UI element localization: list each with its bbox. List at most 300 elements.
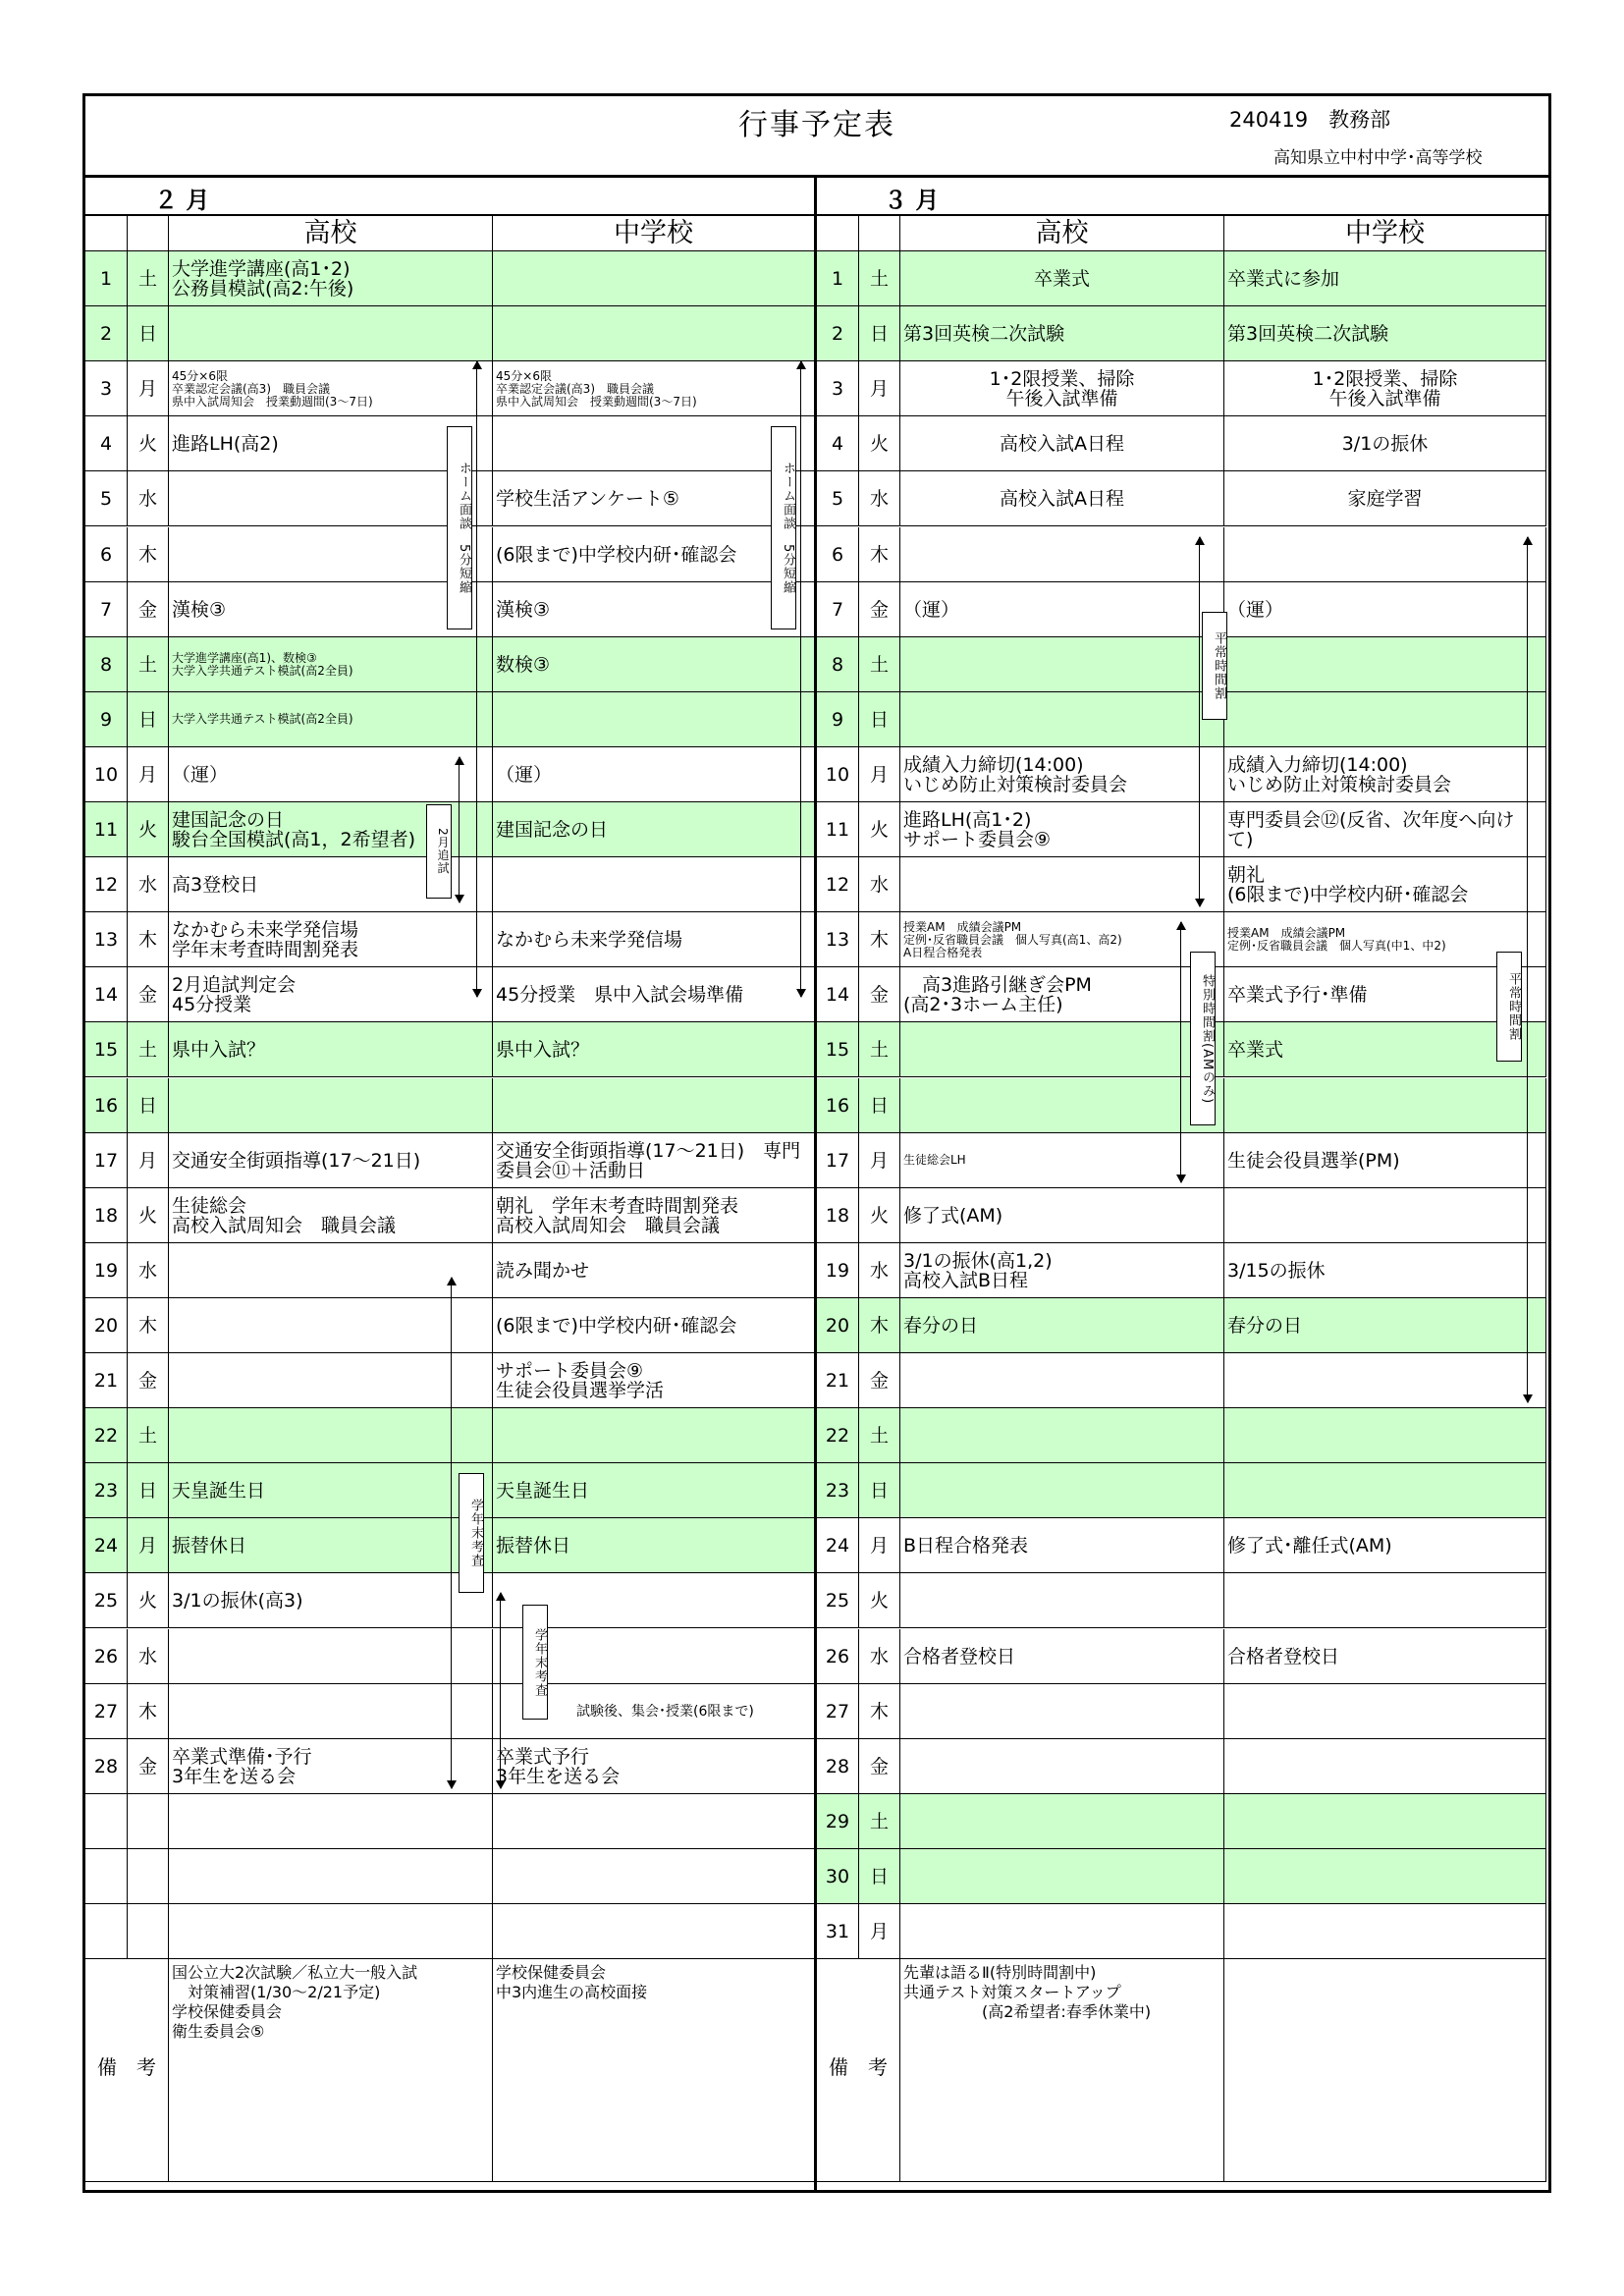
day-number-text: 26 (93, 1645, 119, 1667)
middle-school-event-text: 天皇誕生日 (496, 1480, 590, 1503)
day-of-week-text: 日 (869, 708, 889, 731)
document-id-dept: 240419 教務部 (1229, 108, 1391, 132)
day-number-text: 13 (93, 929, 119, 952)
high-school-event-text: 2月追試判定会 45分授業 (172, 974, 297, 1016)
february-remarks-label (85, 1959, 169, 2182)
high-school-event (169, 527, 493, 582)
final-exam-arrow-middle (500, 1593, 501, 1787)
middle-school-event (493, 306, 815, 361)
day-number (817, 1408, 859, 1463)
day-number-text: 15 (825, 1039, 850, 1062)
day-of-week (859, 471, 900, 526)
day-of-week (859, 967, 900, 1022)
day-number (85, 692, 128, 747)
day-of-week-text: 火 (869, 1204, 889, 1227)
day-of-week-text: 火 (137, 1590, 157, 1613)
middle-school-event (1224, 1408, 1546, 1463)
high-school-event (900, 1629, 1224, 1684)
day-number-text: 17 (93, 1149, 119, 1172)
day-number-text: 6 (831, 543, 844, 566)
day-number-text: 24 (825, 1535, 850, 1558)
day-number (85, 1794, 128, 1849)
day-number-text: 22 (93, 1425, 119, 1448)
day-number (85, 1188, 128, 1243)
middle-school-event (493, 802, 815, 857)
day-of-week (859, 306, 900, 361)
day-number-text: 21 (93, 1370, 119, 1393)
middle-school-event (1224, 692, 1546, 747)
day-of-week-text: 金 (137, 1755, 157, 1777)
day-number (85, 416, 128, 471)
high-school-event-text: 交通安全街頭指導(17～21日) (172, 1149, 421, 1172)
day-of-week (128, 1022, 169, 1077)
day-of-week-text: 金 (869, 598, 889, 621)
high-school-event-text: 建国記念の日 駿台全国模試(高1，2希望者) (172, 809, 416, 851)
high-school-event-text: 大学進学講座(高1)、数検③ 大学入学共通テスト模試(高2全員) (172, 650, 353, 678)
high-school-event (169, 1188, 493, 1243)
high-school-event (169, 1629, 493, 1684)
day-number (85, 1133, 128, 1188)
day-of-week (128, 1739, 169, 1794)
day-of-week (128, 747, 169, 802)
high-school-event (169, 637, 493, 692)
middle-school-event-text: 1･2限授業、掃除 午後入試準備 (1312, 368, 1458, 410)
day-of-week-text: 日 (869, 323, 889, 346)
middle-school-event (1224, 857, 1546, 912)
high-school-event-text: 合格者登校日 (903, 1645, 1016, 1667)
home-interview-arrow-high (476, 361, 477, 997)
day-of-week-text: 木 (137, 929, 157, 952)
day-number-text: 27 (825, 1700, 850, 1722)
high-school-event-text: 漢検③ (172, 598, 227, 621)
high-school-event (169, 1684, 493, 1739)
high-school-event (900, 361, 1224, 416)
day-number (817, 1629, 859, 1684)
day-of-week (859, 361, 900, 416)
day-number (85, 1463, 128, 1518)
middle-school-event (1224, 361, 1546, 416)
day-of-week-text: 月 (137, 1149, 157, 1172)
middle-school-event (493, 1739, 815, 1794)
day-number (817, 802, 859, 857)
middle-school-event (493, 582, 815, 637)
high-school-event (169, 1133, 493, 1188)
day-of-week-text: 土 (137, 1425, 157, 1448)
day-number-text: 28 (93, 1755, 119, 1777)
high-school-event (900, 967, 1224, 1022)
day-of-week (859, 1133, 900, 1188)
day-of-week-text: 木 (137, 1700, 157, 1722)
high-school-event (169, 1739, 493, 1794)
high-school-event (900, 1463, 1224, 1518)
day-of-week-text: 水 (869, 1645, 889, 1667)
day-of-week-text: 月 (869, 1535, 889, 1558)
day-number (817, 1133, 859, 1188)
high-school-event-text: （運） (172, 763, 229, 786)
middle-school-event-text: 生徒会役員選挙(PM) (1227, 1149, 1400, 1172)
day-of-week (128, 857, 169, 912)
remarks-label: 備 考 (829, 2055, 888, 2080)
day-number (85, 1298, 128, 1353)
high-school-event (169, 582, 493, 637)
day-number (85, 1849, 128, 1904)
day-of-week-text: 日 (869, 1865, 889, 1887)
day-of-week (859, 1849, 900, 1904)
day-number (85, 251, 128, 306)
day-of-week (859, 802, 900, 857)
high-school-event (169, 1904, 493, 1959)
high-school-event-text: 大学進学講座(高1･2) 公務員模試(高2:午後) (172, 258, 354, 301)
day-number-text: 14 (825, 984, 850, 1007)
schedule-sheet (82, 93, 1551, 2193)
normal-schedule-label-high: 平常時間割 (1202, 612, 1227, 720)
day-number (817, 857, 859, 912)
day-number-text: 11 (825, 819, 850, 842)
day-of-week-text: 土 (869, 653, 889, 676)
day-of-week-text: 月 (137, 378, 157, 401)
day-number-text: 22 (825, 1425, 850, 1448)
day-of-week (128, 1794, 169, 1849)
middle-school-event (1224, 1739, 1546, 1794)
day-of-week-text: 火 (137, 819, 157, 842)
high-school-event (900, 1849, 1224, 1904)
middle-school-event-text: 家庭学習 (1347, 488, 1423, 511)
day-number-text: 18 (93, 1204, 119, 1227)
day-number (85, 967, 128, 1022)
high-school-event (900, 1022, 1224, 1077)
day-number (817, 1573, 859, 1628)
day-number-text: 3 (831, 378, 844, 401)
day-number (85, 802, 128, 857)
day-of-week (128, 802, 169, 857)
day-of-week-text: 月 (869, 763, 889, 786)
day-of-week-text: 木 (869, 543, 889, 566)
day-number (817, 1078, 859, 1133)
day-of-week (128, 967, 169, 1022)
day-of-week (128, 582, 169, 637)
day-of-week-text: 土 (869, 268, 889, 291)
day-of-week-text: 木 (869, 1700, 889, 1722)
day-of-week (128, 1243, 169, 1298)
day-number-text: 8 (99, 653, 113, 676)
day-of-week-text: 火 (137, 1204, 157, 1227)
day-number (85, 527, 128, 582)
day-number-text: 6 (99, 543, 113, 566)
day-of-week (859, 1629, 900, 1684)
day-of-week-text: 土 (869, 1810, 889, 1832)
day-number (85, 912, 128, 967)
day-number-text: 16 (825, 1094, 850, 1117)
middle-school-event (493, 416, 815, 471)
middle-school-event-text: 専門委員会⑫(反省、次年度へ向け て) (1227, 809, 1515, 851)
day-number-text: 11 (93, 819, 119, 842)
middle-school-event (1224, 1684, 1546, 1739)
middle-school-event (1224, 1078, 1546, 1133)
remarks-label: 備 考 (97, 2055, 156, 2080)
day-of-week-text: 水 (137, 488, 157, 511)
day-number-text: 17 (825, 1149, 850, 1172)
high-school-event (900, 857, 1224, 912)
day-of-week-text: 月 (869, 378, 889, 401)
day-number (85, 582, 128, 637)
day-of-week (128, 1133, 169, 1188)
day-number (85, 1518, 128, 1573)
high-school-event (169, 1849, 493, 1904)
high-school-event (169, 1408, 493, 1463)
day-of-week-text: 日 (137, 708, 157, 731)
day-of-week-text: 火 (137, 433, 157, 456)
final-exam-label-high: 学年末考査 (459, 1473, 484, 1593)
day-of-week (859, 527, 900, 582)
middle-school-event-text: 卒業式に参加 (1227, 268, 1340, 291)
day-of-week (859, 1463, 900, 1518)
day-of-week-text: 水 (137, 1259, 157, 1282)
day-of-week-text: 金 (137, 984, 157, 1007)
day-of-week (128, 361, 169, 416)
high-school-event (900, 251, 1224, 306)
day-of-week-text: 日 (137, 1094, 157, 1117)
day-of-week (859, 1518, 900, 1573)
day-of-week (859, 637, 900, 692)
day-number-text: 25 (93, 1590, 119, 1613)
high-school-event-text: 振替休日 (172, 1535, 247, 1558)
day-of-week (859, 416, 900, 471)
day-of-week-text: 金 (869, 984, 889, 1007)
day-number-text: 14 (93, 984, 119, 1007)
day-of-week (128, 1463, 169, 1518)
remarks-text: 学校保健委員会 中3内進生の高校面接 (496, 1963, 648, 2002)
middle-school-event-text: 卒業式予行 3年生を送る会 (496, 1745, 621, 1787)
day-of-week-text: 土 (869, 1425, 889, 1448)
middle-school-event (1224, 471, 1546, 526)
march-remarks-middle (1224, 1959, 1546, 2182)
day-of-week-text: 土 (869, 1039, 889, 1062)
day-number-text: 20 (825, 1314, 850, 1337)
high-school-event (169, 967, 493, 1022)
high-school-event-text: 高校入試A日程 (1000, 488, 1124, 511)
high-school-event (900, 1684, 1224, 1739)
day-number (817, 1849, 859, 1904)
high-school-event-text: 県中入試？ (172, 1039, 266, 1062)
day-of-week (128, 1684, 169, 1739)
high-school-event (169, 1463, 493, 1518)
march-head-num (817, 216, 859, 251)
high-school-event (169, 912, 493, 967)
high-school-event-text: 成績入力締切(14:00) いじめ防止対策検討委員会 (903, 753, 1128, 795)
day-number-text: 23 (825, 1480, 850, 1503)
march-remarks-high (900, 1959, 1224, 2182)
high-school-event (169, 692, 493, 747)
day-of-week-text: 火 (869, 1590, 889, 1613)
day-number (817, 637, 859, 692)
day-of-week (859, 747, 900, 802)
day-of-week (128, 471, 169, 526)
day-of-week-text: 日 (869, 1480, 889, 1503)
day-number-text: 19 (825, 1259, 850, 1282)
middle-school-event-text: 県中入試？ (496, 1039, 590, 1062)
high-school-event (169, 1573, 493, 1628)
high-school-event (900, 1243, 1224, 1298)
middle-school-event (1224, 527, 1546, 582)
day-number-text: 18 (825, 1204, 850, 1227)
middle-school-event (1224, 1353, 1546, 1408)
day-of-week-text: 木 (869, 929, 889, 952)
middle-school-event (1224, 747, 1546, 802)
high-school-event (900, 306, 1224, 361)
day-of-week (128, 416, 169, 471)
makeup-exam-arrow (459, 757, 460, 902)
high-school-event (900, 1573, 1224, 1628)
february-label: ２ 月 (154, 187, 210, 214)
middle-school-event (1224, 1463, 1546, 1518)
middle-school-event (1224, 1849, 1546, 1904)
day-number (817, 912, 859, 967)
middle-school-event-text: （運） (1227, 598, 1284, 621)
high-school-event-text: 第3回英検二次試験 (903, 323, 1065, 346)
day-number (817, 692, 859, 747)
day-number (817, 251, 859, 306)
middle-school-event-text: 漢検③ (496, 598, 551, 621)
middle-school-event-text: （運） (496, 763, 553, 786)
home-interview-arrow-middle (800, 361, 801, 997)
day-of-week-text: 木 (137, 1314, 157, 1337)
day-number-text: 26 (825, 1645, 850, 1667)
day-of-week (128, 692, 169, 747)
middle-school-event-text: 修了式･離任式(AM) (1227, 1535, 1392, 1558)
high-school-event (169, 361, 493, 416)
day-of-week (859, 1408, 900, 1463)
after-exam-note: 試験後、集会･授業(6限まで) (576, 1703, 754, 1720)
day-number (85, 1408, 128, 1463)
day-number (85, 857, 128, 912)
high-school-event-text: 進路LH(高2) (172, 433, 279, 456)
day-number (85, 1739, 128, 1794)
day-of-week (128, 1078, 169, 1133)
day-number (817, 582, 859, 637)
day-number (817, 1518, 859, 1573)
middle-school-event (493, 1133, 815, 1188)
day-number (85, 1904, 128, 1959)
high-school-event (900, 1188, 1224, 1243)
high-school-event-text: 卒業式準備･予行 3年生を送る会 (172, 1745, 312, 1787)
day-number (85, 747, 128, 802)
day-number-text: 7 (99, 598, 113, 621)
day-number (817, 471, 859, 526)
high-school-event (900, 692, 1224, 747)
day-of-week (128, 912, 169, 967)
middle-school-event (1224, 637, 1546, 692)
day-of-week-text: 土 (137, 1039, 157, 1062)
day-number-text: 7 (831, 598, 844, 621)
day-number (817, 1463, 859, 1518)
home-interview-label-middle: ホーム面談 5分短縮 (771, 426, 796, 629)
day-of-week (128, 1298, 169, 1353)
final-exam-label-middle: 学年末考査 (522, 1605, 548, 1720)
day-number (817, 361, 859, 416)
high-school-event-text: 春分の日 (903, 1314, 979, 1337)
day-number (85, 306, 128, 361)
middle-school-event (493, 692, 815, 747)
middle-school-event-text: 学校生活アンケート⑤ (496, 488, 679, 511)
day-number-text: 4 (831, 433, 844, 456)
day-number-text: 21 (825, 1370, 850, 1393)
day-of-week-text: 月 (137, 763, 157, 786)
day-number-text: 30 (825, 1865, 850, 1887)
middle-school-event (493, 637, 815, 692)
middle-school-event (1224, 1573, 1546, 1628)
high-school-event (900, 1408, 1224, 1463)
high-school-event (900, 471, 1224, 526)
header-divider (85, 175, 1548, 178)
middle-school-event-text: 振替休日 (496, 1535, 571, 1558)
final-exam-arrow-high (451, 1278, 452, 1788)
middle-school-event-text: 成績入力締切(14:00) いじめ防止対策検討委員会 (1227, 753, 1452, 795)
day-number (817, 1904, 859, 1959)
february-head-dow (128, 216, 169, 251)
day-of-week (859, 1353, 900, 1408)
day-of-week-text: 金 (137, 598, 157, 621)
day-number-text: 23 (93, 1480, 119, 1503)
high-school-event (900, 416, 1224, 471)
middle-school-event-text: 卒業式 (1227, 1039, 1284, 1062)
middle-school-event (493, 1408, 815, 1463)
day-number (817, 306, 859, 361)
middle-school-event (1224, 582, 1546, 637)
high-school-event (169, 1518, 493, 1573)
middle-school-event (1224, 1298, 1546, 1353)
day-number (85, 1684, 128, 1739)
middle-school-event (493, 747, 815, 802)
day-of-week (859, 1078, 900, 1133)
day-of-week-text: 木 (137, 543, 157, 566)
normal-schedule-arrow-high (1199, 537, 1200, 907)
high-school-event-text: 進路LH(高1･2) サポート委員会⑨ (903, 809, 1052, 851)
day-number-text: 16 (93, 1094, 119, 1117)
middle-school-event (1224, 1188, 1546, 1243)
high-school-event-text: 45分×6限 卒業認定会議(高3) 職員会議 県中入試周知会 授業動週間(3～7日) (172, 368, 373, 409)
high-school-event-text: 天皇誕生日 (172, 1480, 266, 1503)
high-school-event (169, 1353, 493, 1408)
high-school-event (900, 747, 1224, 802)
middle-school-event (493, 1298, 815, 1353)
march-remarks-label (817, 1959, 900, 2182)
high-school-event (169, 1022, 493, 1077)
middle-school-event (493, 471, 815, 526)
day-number (85, 1573, 128, 1628)
day-of-week-text: 火 (869, 819, 889, 842)
high-school-event (900, 1078, 1224, 1133)
special-schedule-label: 特別時間割(AMのみ) (1190, 952, 1216, 1125)
day-number-text: 5 (99, 488, 113, 511)
middle-school-event-text: 第3回英検二次試験 (1227, 323, 1389, 346)
high-school-event-text: 授業AM 成績会議PM 定例･反省職員会議 個人写真(高1、高2) A日程合格発表 (903, 919, 1122, 959)
middle-school-event (1224, 1133, 1546, 1188)
day-of-week (128, 1629, 169, 1684)
home-interview-label-high: ホーム面談 5分短縮 (447, 426, 472, 629)
day-of-week-text: 水 (137, 1645, 157, 1667)
day-number (817, 1243, 859, 1298)
remarks-text: 先輩は語るⅡ(特別時間割中) 共通テスト対策スタートアップ (高2希望者:春季休業中) (903, 1963, 1152, 2022)
day-number-text: 20 (93, 1314, 119, 1337)
high-school-event-text: 生徒総会LH (903, 1153, 966, 1168)
day-number-text: 13 (825, 929, 850, 952)
day-of-week (128, 637, 169, 692)
day-number (85, 471, 128, 526)
day-number (817, 1684, 859, 1739)
high-school-event (169, 306, 493, 361)
middle-school-event (493, 527, 815, 582)
day-number (817, 747, 859, 802)
